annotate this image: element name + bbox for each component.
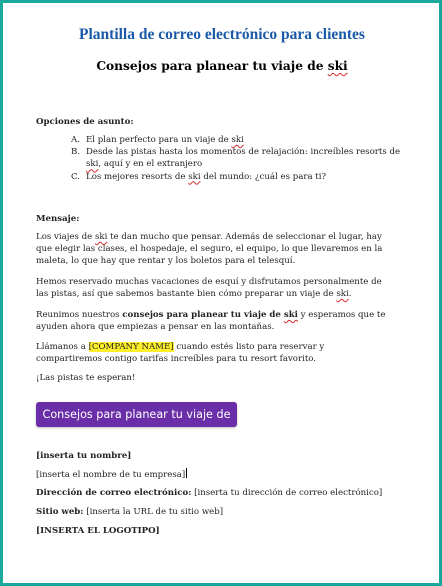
message-paragraph-1 [36,231,388,268]
subtitle-flagged-word: ski [327,59,348,73]
message-closing: ¡Las pistas te esperan! [36,373,136,383]
message-paragraph-2 [36,276,388,300]
list-marker: A. [71,135,80,145]
message-label: Mensaje: [36,214,80,224]
list-item-text: El plan perfecto para un viaje de [86,135,232,145]
website-value: [inserta la URL de tu sitio web] [83,507,224,517]
list-marker: C. [71,171,81,182]
signature-logo: [INSERTA EL LOGOTIPO] [36,526,160,536]
signature-company-text: [inserta el nombre de tu empresa] [36,470,186,480]
p1-text-end: te dan mucho que pensar. Además de seleccionar el lugar, hay que elegir las clases, el hospedaje, el seguro, el equipo, lo que llevaremos en la maleta, lo que hay que rentar y los boletos para el telesquí. [36,232,383,267]
signature-website [36,506,388,518]
p3-bold-text: consejos para planear tu viaje de [122,310,284,320]
list-item-text: Desde las pistas hasta los momentos de relajación: increíbles resorts de [86,147,401,158]
list-item [36,146,406,170]
cta-button[interactable]: Consejos para planear tu viaje de [36,402,237,427]
company-name-highlight: [COMPANY NAME] [88,342,174,352]
list-item-text-end: , aquí y en el extranjero [98,159,203,170]
page-subtitle [36,58,408,74]
email-value: [inserta tu dirección de correo electrónico] [191,488,383,498]
list-item [36,134,406,146]
signature-name: [inserta tu nombre] [36,451,132,461]
list-marker: B. [71,147,81,158]
list-item [36,171,406,183]
p3-text: Reunimos nuestros [36,310,123,320]
p2-text-end: . [348,289,352,300]
subject-options-list [36,134,406,183]
flagged-word: ski [188,171,201,182]
text-cursor [186,468,187,478]
flagged-word: ski [94,232,108,242]
signature-company [36,468,388,481]
p4-text: Llámanos a [36,342,89,352]
subtitle-text: Consejos para planear tu viaje de [96,59,324,73]
email-label: Dirección de correo electrónico: [36,488,192,498]
flagged-word: ski [283,310,298,320]
p3-text-end: y esperamos que te ayuden ahora que empiezas a pensar en las montañas. [36,310,386,333]
signature-email [36,487,388,499]
p1-text: Los viajes de [36,232,95,242]
p2-text: Hemos reservado muchas vacaciones de esquí y disfrutamos personalmente de las pistas, así que sabemos bastante bien cómo preparar un viaje de [36,277,382,300]
message-paragraph-3 [36,309,388,333]
flagged-word: ski [231,135,244,145]
page-title: Plantilla de correo electrónico para clientes [79,26,365,43]
website-label: Sitio web: [36,507,84,517]
p4-text-end: cuando estés listo para reservar y compartiremos contigo tarifas increíbles para tu resort favorito. [36,342,325,365]
message-paragraph-4 [36,341,388,365]
flagged-word: ski [336,289,349,300]
list-item-text-end: del mundo: ¿cuál es para ti? [200,171,327,182]
list-item-text: Los mejores resorts de [86,171,189,182]
subject-options-label: Opciones de asunto: [36,117,134,127]
flagged-word: ski [86,159,99,170]
